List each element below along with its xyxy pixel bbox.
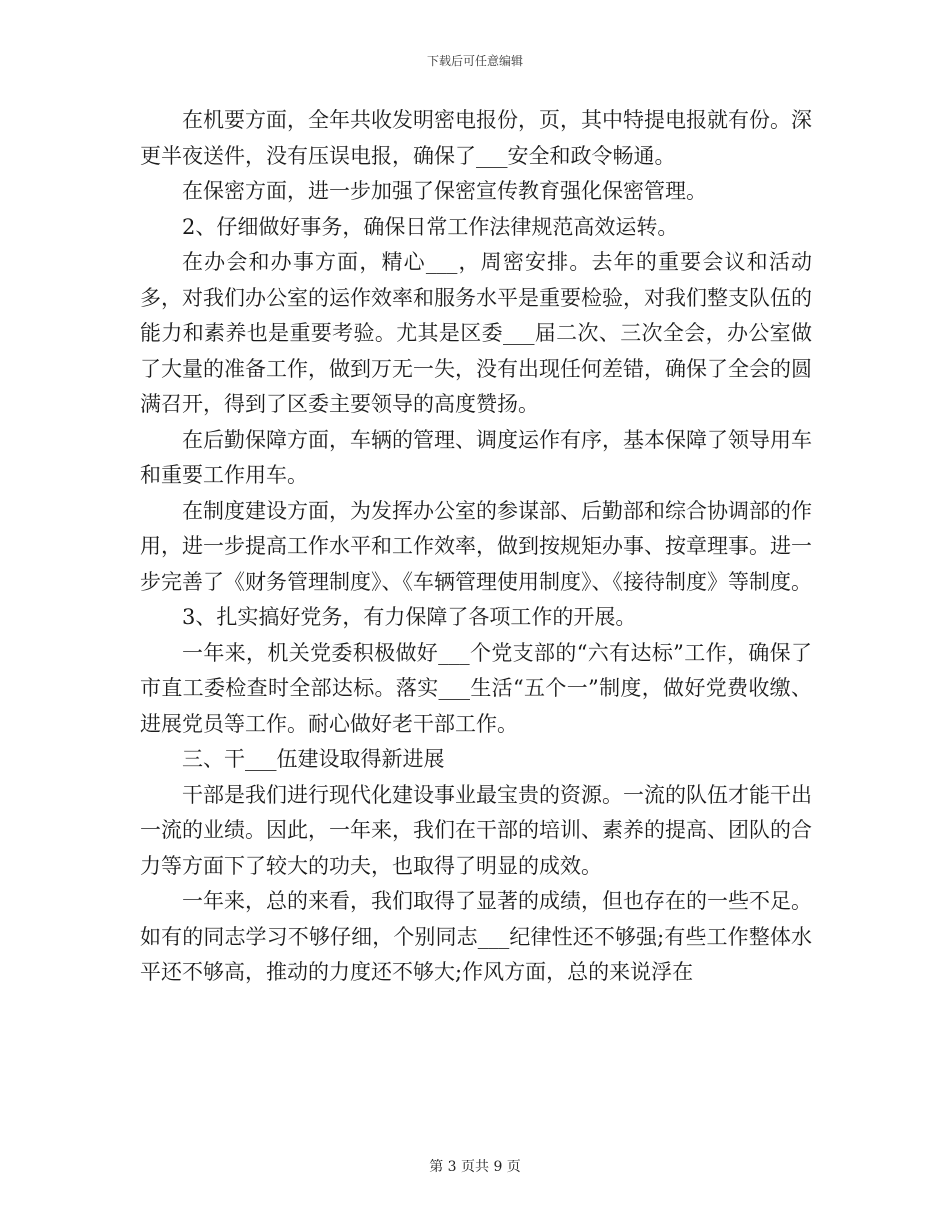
section-heading: 三、干___伍建设取得新进展 <box>182 747 445 771</box>
paragraph: 一年来，机关党委积极做好___个党支部的“六有达标”工作，确保了市直工委检查时全部达标。落实___生活“五个一”制度，做好党费收缴、进展党员等工作。耐心做好老干部工作。 <box>140 640 812 736</box>
page-header: 下载后可任意编辑 <box>426 54 523 68</box>
paragraph: 在机要方面，全年共收发明密电报份，页，其中特提电报就有份。深更半夜送件，没有压误电报，确保了___安全和政令畅通。 <box>140 108 812 168</box>
paragraph: 在制度建设方面，为发挥办公室的参谋部、后勤部和综合协调部的作用，进一步提高工作水平和工作效率，做到按规矩办事、按章理事。进一步完善了《财务管理制度》、《车辆管理使用制度》、《接待制度》等制度。 <box>140 498 812 594</box>
paragraph: 一年来，总的来看，我们取得了显著的成绩，但也存在的一些不足。如有的同志学习不够仔细，个别同志___纪律性还不够强;有些工作整体水平还不够高，推动的力度还不够大;作风方面，总的来说浮在 <box>140 889 812 984</box>
document-body <box>140 103 812 991</box>
paragraph: 3、扎实搞好党务，有力保障了各项工作的开展。 <box>182 605 637 629</box>
paragraph: 在保密方面，进一步加强了保密宣传教育强化保密管理。 <box>182 179 707 203</box>
paragraph: 在后勤保障方面，车辆的管理、调度运作有序，基本保障了领导用车和重要工作用车。 <box>140 427 812 487</box>
paragraph: 在办会和办事方面，精心___，周密安排。去年的重要会议和活动多，对我们办公室的运作效率和服务水平是重要检验，对我们整支队伍的能力和素养也是重要考验。尤其是区委___届二次、三次全会，办公室做了大量的准备工作，做到万无一失，没有出现任何差错，确保了全会的圆满召开，得到了区委主要领导的高度赞扬。 <box>140 250 812 416</box>
paragraph: 2、仔细做好事务，确保日常工作法律规范高效运转。 <box>182 214 679 239</box>
page-number: 第 3 页共 9 页 <box>429 1159 521 1175</box>
paragraph: 干部是我们进行现代化建设事业最宝贵的资源。一流的队伍才能干出一流的业绩。因此，一年来，我们在干部的培训、素养的提高、团队的合力等方面下了较大的功夫，也取得了明显的成效。 <box>140 782 812 878</box>
